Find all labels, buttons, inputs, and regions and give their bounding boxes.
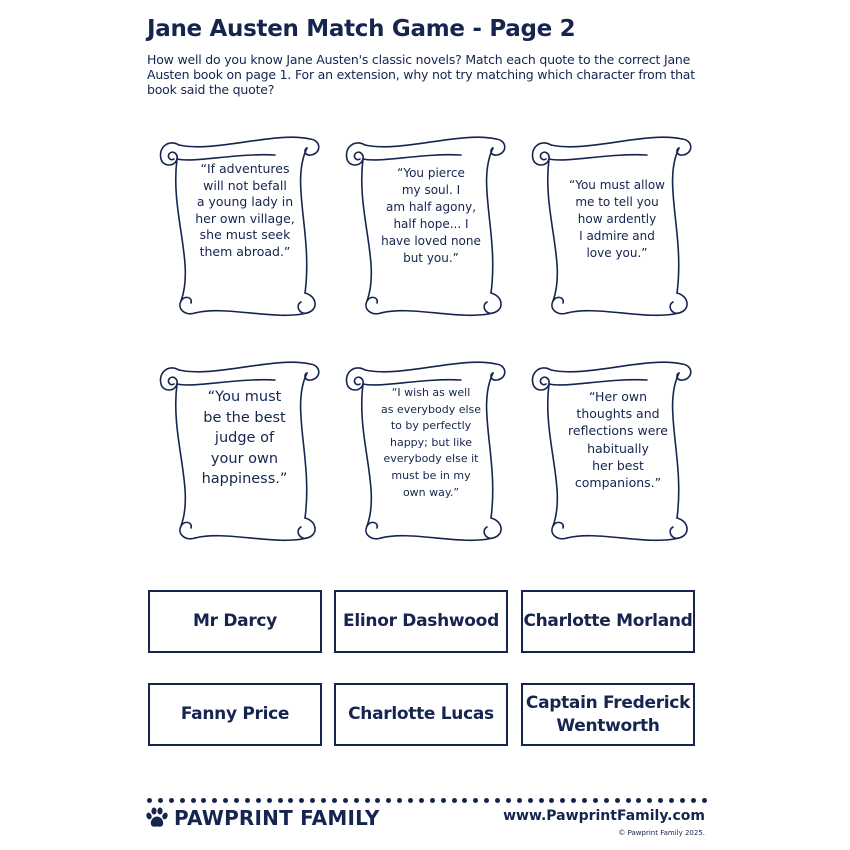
scroll-outline — [195, 536, 307, 541]
scroll-outline — [177, 380, 275, 385]
character-box-charlotte-lucas: Charlotte Lucas — [334, 683, 508, 746]
divider-dot — [419, 798, 424, 803]
scroll-outline — [362, 159, 372, 301]
scroll-outline — [548, 159, 558, 301]
scroll-outline — [301, 148, 307, 293]
character-box-captain-wentworth: Captain Frederick Wentworth — [521, 683, 695, 746]
divider-dot — [343, 798, 348, 803]
divider-dot — [615, 798, 620, 803]
divider-dot — [582, 798, 587, 803]
scroll-outline — [365, 137, 496, 147]
divider-dot — [278, 798, 283, 803]
character-box-mr-darcy: Mr Darcy — [148, 590, 322, 653]
quote-text: “Her own thoughts and reflections were habitually her best companions.” — [568, 389, 668, 491]
scroll-outline — [177, 155, 275, 160]
divider-dot — [365, 798, 370, 803]
quote-scroll-5 — [341, 358, 506, 543]
divider-dot — [234, 798, 239, 803]
divider-dot — [147, 798, 152, 803]
scroll-outline — [549, 155, 647, 160]
scroll-outline — [365, 362, 496, 372]
divider-dot — [321, 798, 326, 803]
scroll-outline — [298, 293, 315, 313]
paw-print-icon — [145, 807, 169, 829]
page-title: Jane Austen Match Game - Page 2 — [147, 16, 576, 42]
divider-dot — [441, 798, 446, 803]
divider-dot — [517, 798, 522, 803]
divider-dot — [245, 798, 250, 803]
quote-scroll-1 — [155, 133, 320, 318]
divider-dot — [288, 798, 293, 803]
scroll-outline — [176, 384, 186, 526]
divider-dot — [212, 798, 217, 803]
brand-logo — [145, 806, 380, 830]
divider-dot — [626, 798, 631, 803]
scroll-outline — [176, 159, 186, 301]
divider-dot — [560, 798, 565, 803]
divider-dot — [549, 798, 554, 803]
quote-text: “I wish as well as everybody else to by perfectly happy; but like everybody else it must be in my own way.” — [380, 386, 482, 499]
scroll-outline — [305, 364, 319, 380]
scroll-outline — [673, 373, 679, 518]
scroll-outline — [195, 311, 307, 316]
scroll-outline — [363, 155, 461, 160]
character-box-charlotte-morland: Charlotte Morland — [521, 590, 695, 653]
scroll-outline — [551, 362, 682, 372]
scroll-outline — [567, 536, 679, 541]
website-url[interactable]: www.PawprintFamily.com — [503, 808, 705, 824]
divider-dot — [169, 798, 174, 803]
divider-dot — [647, 798, 652, 803]
quote-scroll-2 — [341, 133, 506, 318]
divider-dot — [386, 798, 391, 803]
divider-dot — [299, 798, 304, 803]
scroll-outline — [298, 518, 315, 538]
scroll-outline — [670, 293, 687, 313]
divider-dot — [180, 798, 185, 803]
quote-scroll-4 — [155, 358, 320, 543]
scroll-outline — [381, 536, 493, 541]
divider-dot — [658, 798, 663, 803]
scroll-outline — [484, 293, 501, 313]
divider-dot — [158, 798, 163, 803]
divider-dot — [484, 798, 489, 803]
quote-scroll-3 — [527, 133, 692, 318]
divider-dot — [702, 798, 707, 803]
divider-dot — [691, 798, 696, 803]
footer-divider — [147, 797, 707, 803]
scroll-outline — [301, 373, 307, 518]
scroll-outline — [381, 311, 493, 316]
divider-dot — [452, 798, 457, 803]
brand-name: PAWPRINT FAMILY — [174, 806, 380, 830]
scroll-outline — [179, 362, 310, 372]
divider-dot — [267, 798, 272, 803]
character-box-elinor-dashwood: Elinor Dashwood — [334, 590, 508, 653]
scroll-outline — [567, 311, 679, 316]
divider-dot — [397, 798, 402, 803]
scroll-outline — [362, 384, 372, 526]
scroll-outline — [491, 139, 505, 155]
divider-dot — [571, 798, 576, 803]
divider-dot — [604, 798, 609, 803]
character-box-fanny-price: Fanny Price — [148, 683, 322, 746]
scroll-outline — [487, 373, 493, 518]
divider-dot — [636, 798, 641, 803]
divider-dot — [539, 798, 544, 803]
divider-dot — [201, 798, 206, 803]
divider-dot — [310, 798, 315, 803]
quote-text: “You pierce my soul. I am half agony, half hope... I have loved none but you.” — [381, 166, 481, 265]
scroll-outline — [549, 380, 647, 385]
divider-dot — [680, 798, 685, 803]
divider-dot — [408, 798, 413, 803]
scroll-outline — [670, 518, 687, 538]
scroll-outline — [677, 364, 691, 380]
quote-text: “You must allow me to tell you how ardently I admire and love you.” — [569, 178, 665, 260]
scroll-outline — [484, 518, 501, 538]
quote-text: “If adventures will not befall a young lady in her own village, she must seek them abroad.” — [195, 161, 295, 259]
divider-dot — [495, 798, 500, 803]
scroll-outline — [548, 384, 558, 526]
divider-dot — [375, 798, 380, 803]
scroll-outline — [677, 139, 691, 155]
divider-dot — [528, 798, 533, 803]
scroll-outline — [491, 364, 505, 380]
intro-text: How well do you know Jane Austen's classic novels? Match each quote to the correct Jane Austen book on page 1. For an extension, why not try matching which character from that book said the quote? — [147, 52, 695, 97]
scroll-outline — [673, 148, 679, 293]
divider-dot — [354, 798, 359, 803]
divider-dot — [191, 798, 196, 803]
scroll-outline — [179, 137, 310, 147]
divider-dot — [223, 798, 228, 803]
scroll-outline — [487, 148, 493, 293]
divider-dot — [473, 798, 478, 803]
scroll-outline — [551, 137, 682, 147]
divider-dot — [506, 798, 511, 803]
divider-dot — [430, 798, 435, 803]
divider-dot — [669, 798, 674, 803]
divider-dot — [256, 798, 261, 803]
scroll-outline — [305, 139, 319, 155]
divider-dot — [462, 798, 467, 803]
divider-dot — [332, 798, 337, 803]
quote-scroll-6 — [527, 358, 692, 543]
copyright-text: © Pawprint Family 2025. — [618, 829, 705, 837]
divider-dot — [593, 798, 598, 803]
quote-text: “You must be the best judge of your own happiness.” — [201, 389, 288, 487]
